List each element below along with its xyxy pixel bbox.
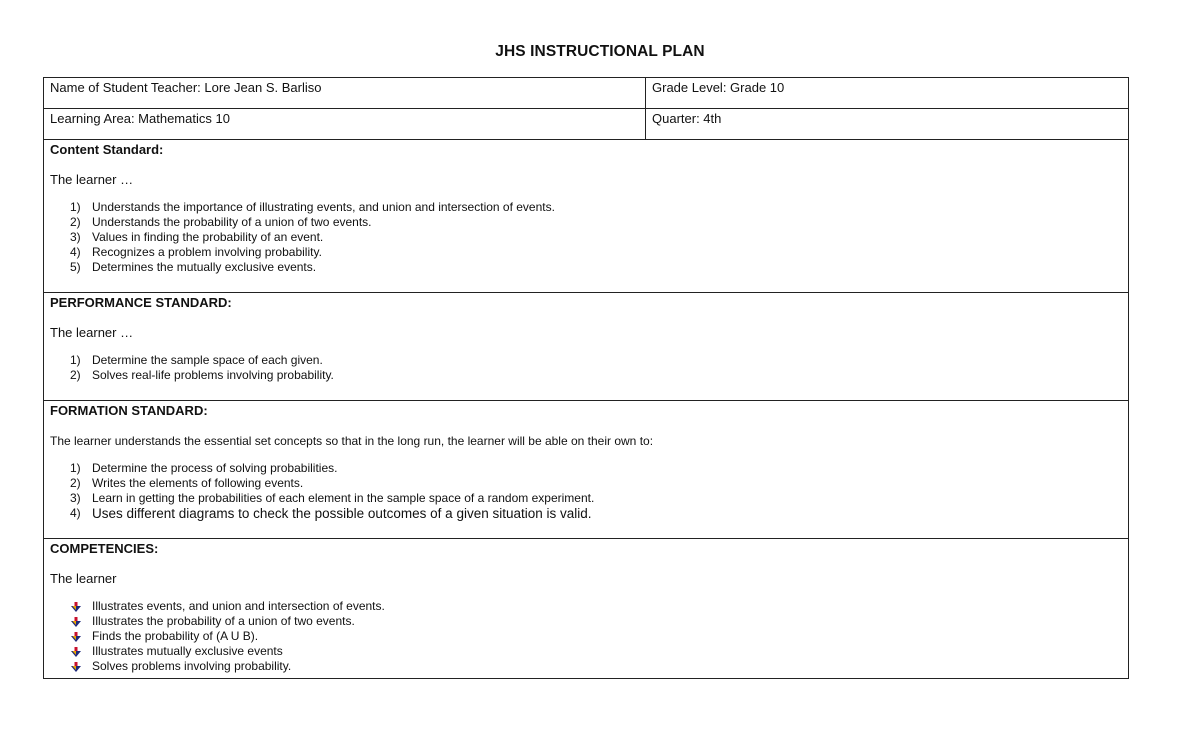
list-text: Understands the importance of illustrating events, and union and intersection of events.	[92, 200, 555, 214]
competencies-list	[50, 599, 1122, 674]
formation-standard-intro: The learner understands the essential set concepts so that in the long run, the learner will be able on their own to:	[50, 434, 654, 448]
list-text: Understands the probability of a union of two events.	[92, 215, 372, 229]
content-standard-intro: The learner …	[50, 172, 134, 187]
performance-standard-intro: The learner …	[50, 325, 134, 340]
list-number: 2)	[70, 476, 81, 490]
formation-standard-label: FORMATION STANDARD:	[50, 403, 208, 418]
instructional-plan-table	[43, 77, 1129, 679]
list-text: Writes the elements of following events.	[92, 476, 304, 490]
arrow-down-bullet-icon	[71, 617, 81, 627]
competencies-section	[44, 539, 1129, 679]
page-title: JHS INSTRUCTIONAL PLAN	[495, 43, 705, 60]
list-text: Illustrates the probability of a union of two events.	[92, 614, 355, 628]
content-standard-label: Content Standard:	[50, 142, 164, 157]
list-text: Determines the mutually exclusive events.	[92, 260, 317, 274]
list-item	[50, 215, 1122, 230]
list-number: 4)	[70, 506, 81, 520]
student-teacher-cell: Name of Student Teacher: Lore Jean S. Barliso	[44, 78, 646, 109]
competencies-row	[44, 539, 1129, 679]
arrow-down-bullet-icon	[71, 647, 81, 657]
content-standard-section	[44, 140, 1129, 293]
list-number: 2)	[70, 368, 81, 382]
list-number: 3)	[70, 230, 81, 244]
content-standard-list	[50, 200, 1122, 275]
header-row-2	[44, 109, 1129, 140]
performance-standard-list	[50, 353, 1122, 383]
list-item	[50, 260, 1122, 275]
formation-standard-list	[50, 461, 1122, 522]
list-item	[50, 230, 1122, 245]
list-number: 2)	[70, 215, 81, 229]
list-number: 5)	[70, 260, 81, 274]
list-item	[50, 461, 1122, 476]
list-item	[50, 245, 1122, 260]
list-item	[50, 200, 1122, 215]
list-number: 1)	[70, 200, 81, 214]
list-item	[50, 659, 1122, 674]
arrow-down-bullet-icon	[71, 602, 81, 612]
list-text: Uses different diagrams to check the possible outcomes of a given situation is valid.	[92, 506, 592, 521]
arrow-down-bullet-icon	[71, 662, 81, 672]
arrow-down-bullet-icon	[71, 632, 81, 642]
list-text: Values in finding the probability of an event.	[92, 230, 324, 244]
grade-level-cell: Grade Level: Grade 10	[646, 78, 1129, 109]
list-text: Determine the process of solving probabilities.	[92, 461, 338, 475]
list-text: Finds the probability of (A U B).	[92, 629, 259, 643]
list-item	[50, 353, 1122, 368]
header-row-1	[44, 78, 1129, 109]
performance-standard-label: PERFORMANCE STANDARD:	[50, 295, 232, 310]
performance-standard-section	[44, 293, 1129, 401]
list-item	[50, 506, 1122, 522]
formation-standard-section	[44, 401, 1129, 539]
competencies-intro: The learner	[50, 571, 117, 586]
formation-standard-row	[44, 401, 1129, 539]
list-text: Recognizes a problem involving probability.	[92, 245, 322, 259]
list-item	[50, 644, 1122, 659]
list-item	[50, 599, 1122, 614]
list-item	[50, 614, 1122, 629]
list-number: 1)	[70, 353, 81, 367]
performance-standard-row	[44, 293, 1129, 401]
content-standard-row	[44, 140, 1129, 293]
list-number: 1)	[70, 461, 81, 475]
list-text: Solves real-life problems involving probability.	[92, 368, 334, 382]
list-text: Learn in getting the probabilities of each element in the sample space of a random experiment.	[92, 491, 595, 505]
competencies-label: COMPETENCIES:	[50, 541, 159, 556]
list-text: Illustrates events, and union and intersection of events.	[92, 599, 385, 613]
list-item	[50, 476, 1122, 491]
list-text: Solves problems involving probability.	[92, 659, 292, 673]
list-item	[50, 368, 1122, 383]
list-text: Illustrates mutually exclusive events	[92, 644, 283, 658]
list-number: 3)	[70, 491, 81, 505]
list-item	[50, 629, 1122, 644]
list-text: Determine the sample space of each given.	[92, 353, 323, 367]
quarter-cell: Quarter: 4th	[646, 109, 1129, 140]
list-item	[50, 491, 1122, 506]
list-number: 4)	[70, 245, 81, 259]
learning-area-cell: Learning Area: Mathematics 10	[44, 109, 646, 140]
